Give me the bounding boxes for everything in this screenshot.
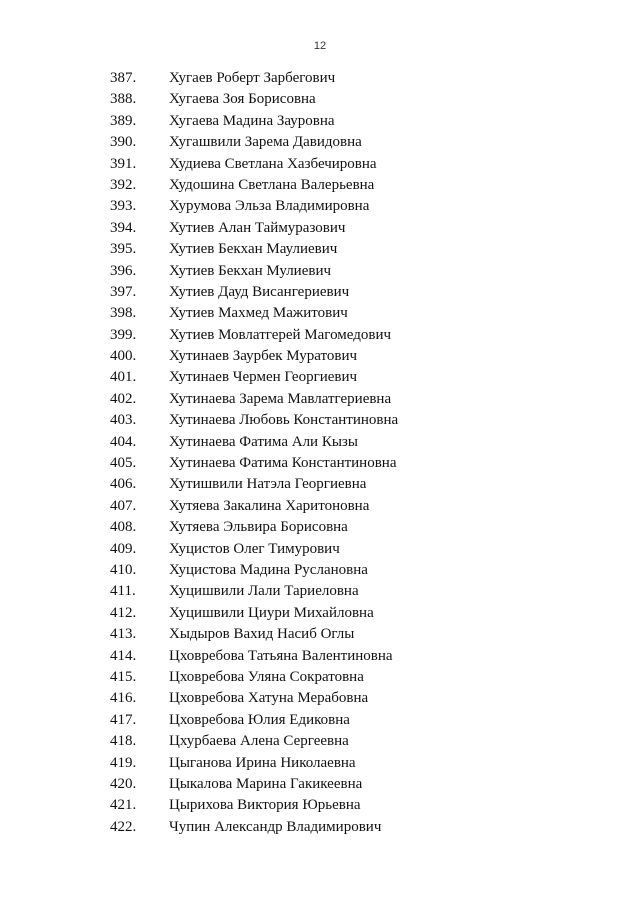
item-number: 400. (110, 348, 137, 365)
list-item (0, 581, 640, 602)
item-number: 416. (110, 690, 137, 707)
page-number: 12 (313, 40, 327, 52)
person-name: Чупин Александр Владимирович (169, 818, 382, 835)
list-item (0, 432, 640, 453)
list-item (0, 753, 640, 774)
person-name: Хутишвили Натэла Георгиевна (169, 476, 367, 493)
list-item (0, 731, 640, 752)
item-number: 392. (110, 176, 137, 193)
person-name: Хутиев Махмед Мажитович (169, 305, 348, 322)
person-name: Цховребова Уляна Сократовна (169, 668, 364, 685)
list-item (0, 410, 640, 431)
person-name: Хугаев Роберт Зарбегович (169, 70, 336, 86)
person-name: Хутинаева Фатима Константиновна (169, 455, 397, 472)
list-item (0, 175, 640, 196)
person-name: Цыкалова Марина Гакикеевна (169, 775, 363, 792)
list-item (0, 817, 640, 838)
list-item (0, 132, 640, 153)
person-name: Хутиев Алан Таймуразович (169, 219, 346, 236)
item-number: 412. (110, 604, 137, 621)
list-item (0, 389, 640, 410)
list-item (0, 261, 640, 282)
item-number: 418. (110, 733, 137, 750)
list-item (0, 688, 640, 709)
person-name: Цховребова Хатуна Мерабовна (169, 690, 369, 707)
person-name: Хутинаева Любовь Константиновна (169, 412, 399, 429)
person-name: Хурумова Эльза Владимировна (169, 198, 370, 215)
person-name: Хутиев Бекхан Маулиевич (169, 241, 338, 258)
item-number: 414. (110, 647, 137, 664)
list-item (0, 218, 640, 239)
list-item (0, 474, 640, 495)
list-item (0, 68, 640, 89)
person-name: Хутяева Эльвира Борисовна (169, 519, 348, 536)
item-number: 397. (110, 283, 137, 300)
list-item (0, 239, 640, 260)
item-number: 422. (110, 818, 137, 835)
item-number: 417. (110, 711, 137, 728)
item-number: 419. (110, 754, 137, 771)
list-item (0, 111, 640, 132)
person-name: Хутиев Мовлатгерей Магомедович (169, 326, 392, 343)
item-number: 411. (110, 583, 136, 600)
item-number: 393. (110, 198, 137, 215)
person-name: Хутиев Дауд Висангериевич (169, 283, 350, 300)
list-item (0, 624, 640, 645)
person-name: Хугаева Мадина Зауровна (169, 112, 335, 129)
item-number: 420. (110, 775, 137, 792)
item-number: 395. (110, 241, 137, 258)
item-number: 406. (110, 476, 137, 493)
list-item (0, 710, 640, 731)
item-number: 387. (110, 70, 137, 86)
item-number: 402. (110, 390, 137, 407)
person-name: Хыдыров Вахид Насиб Оглы (169, 626, 355, 643)
item-number: 399. (110, 326, 137, 343)
person-name: Хуцистова Мадина Руслановна (169, 561, 368, 578)
person-name: Хугаева Зоя Борисовна (169, 91, 316, 108)
item-number: 413. (110, 626, 137, 643)
person-name: Хугашвили Зарема Давидовна (169, 134, 362, 151)
item-number: 404. (110, 433, 137, 450)
person-name: Худошина Светлана Валерьевна (169, 176, 375, 193)
person-name: Худиева Светлана Хазбечировна (169, 155, 377, 172)
list-item (0, 774, 640, 795)
item-number: 389. (110, 112, 137, 129)
item-number: 407. (110, 497, 137, 514)
list-item (0, 367, 640, 388)
item-number: 391. (110, 155, 137, 172)
item-number: 396. (110, 262, 137, 279)
list-item (0, 496, 640, 517)
person-name: Цхурбаева Алена Сергеевна (169, 733, 349, 750)
person-name: Хутинаева Зарема Мавлатгериевна (169, 390, 392, 407)
list-item (0, 303, 640, 324)
item-number: 401. (110, 369, 137, 386)
list-item (0, 646, 640, 667)
person-name: Хуцишвили Лали Тариеловна (169, 583, 359, 600)
item-number: 415. (110, 668, 137, 685)
list-item (0, 89, 640, 110)
list-item (0, 795, 640, 816)
item-number: 405. (110, 455, 137, 472)
list-item (0, 325, 640, 346)
person-name: Цховребова Юлия Едиковна (169, 711, 350, 728)
item-number: 398. (110, 305, 137, 322)
person-name: Цырихова Виктория Юрьевна (169, 797, 361, 814)
list-item (0, 282, 640, 303)
list-item (0, 603, 640, 624)
list-item (0, 346, 640, 367)
item-number: 421. (110, 797, 137, 814)
list-item (0, 196, 640, 217)
person-name: Хутиев Бекхан Мулиевич (169, 262, 332, 279)
item-number: 408. (110, 519, 137, 536)
list-item (0, 154, 640, 175)
person-name: Хутинаева Фатима Али Кызы (169, 433, 358, 450)
item-number: 403. (110, 412, 137, 429)
list-item (0, 517, 640, 538)
person-name: Хутинаев Заурбек Муратович (169, 348, 358, 365)
list-item (0, 539, 640, 560)
person-name: Цховребова Татьяна Валентиновна (169, 647, 393, 664)
person-name: Хуцистов Олег Тимурович (169, 540, 340, 557)
item-number: 388. (110, 91, 137, 108)
item-number: 410. (110, 561, 137, 578)
person-name: Хутяева Закалина Харитоновна (169, 497, 370, 514)
item-number: 390. (110, 134, 137, 151)
list-item (0, 453, 640, 474)
name-list (0, 68, 640, 838)
list-item (0, 667, 640, 688)
person-name: Цыганова Ирина Николаевна (169, 754, 356, 771)
item-number: 409. (110, 540, 137, 557)
person-name: Хуцишвили Циури Михайловна (169, 604, 374, 621)
list-item (0, 560, 640, 581)
item-number: 394. (110, 219, 137, 236)
person-name: Хутинаев Чермен Георгиевич (169, 369, 358, 386)
